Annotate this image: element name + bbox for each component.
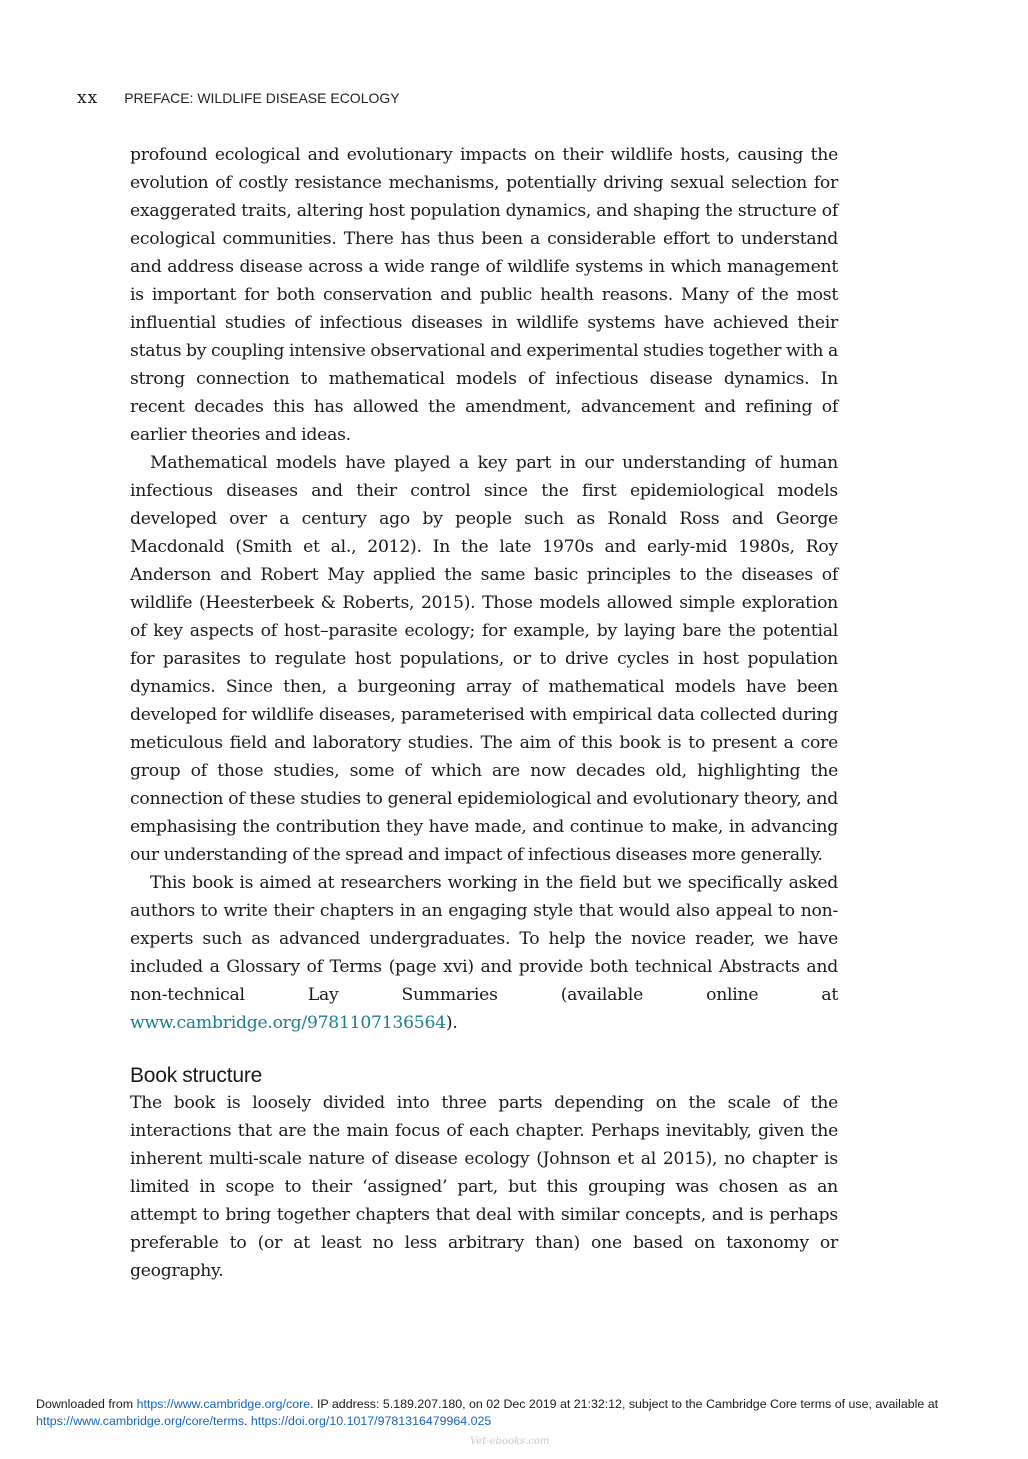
paragraph <box>130 869 838 1037</box>
running-title: PREFACE: WILDLIFE DISEASE ECOLOGY <box>124 90 400 106</box>
download-footer <box>36 1396 1006 1430</box>
footer-line <box>36 1396 1006 1413</box>
footer-text: . <box>243 1414 251 1428</box>
footer-text: . IP address: 5.189.207.180, on 02 Dec 2019 at 21:32:12, subject to the Cambridge Core terms of use, available at <box>310 1397 939 1411</box>
footer-line <box>36 1413 1006 1430</box>
watermark-logo: Vet-ebooks.com <box>470 1436 550 1447</box>
cambridge-core-link[interactable]: https://www.cambridge.org/core <box>136 1397 311 1411</box>
page-number: xx <box>77 88 99 108</box>
footer-text: Downloaded from <box>36 1397 137 1411</box>
paragraph: The book is loosely divided into three parts depending on the scale of the interactions that are the main focus of each chapter. Perhaps inevitably, given the inherent multi-scale nature of disease ecology (Johnson et al 2015), no chapter is limited in scope to their ‘assigned’ part, but this grouping was chosen as an attempt to bring together chapters that deal with similar concepts, and is perhaps preferable to (or at least no less arbitrary than) one based on taxonomy or geography. <box>130 1093 838 1281</box>
paragraph: Mathematical models have played a key part in our understanding of human infectious diseases and their control since the first epidemiological models developed over a century ago by people such as Ronald Ross and George Macdonald (Smith et al., 2012). In the late 1970s and early-mid 1980s, Roy Anderson and Robert May applied the same basic principles to the diseases of wildlife (Heesterbeek & Roberts, 2015). Those models allowed simple exploration of key aspects of host–parasite ecology; for example, by laying bare the potential for parasites to regulate host populations, or to drive cycles in host population dynamics. Since then, a burgeoning array of mathematical models have been developed for wildlife diseases, parameterised with empirical data collected during meticulous field and laboratory studies. The aim of this book is to present a core group of those studies, some of which are now decades old, highlighting the connection of these studies to general epidemiological and evolutionary theory, and emphasising the contribution they have made, and continue to make, in advancing our understanding of the spread and impact of infectious diseases more generally. <box>130 453 838 865</box>
paragraph-text: This book is aimed at researchers working in the field but we specifically asked authors to write their chapters in an engaging style that would also appeal to non-experts such as advanced undergraduates. To help the novice reader, we have included a Glossary of Terms (page xvi) and provide both technical Abstracts and non-technical Lay Summaries (available online at <box>130 873 838 1005</box>
paragraph: profound ecological and evolutionary impacts on their wildlife hosts, causing the evolution of costly resistance mechanisms, potentially driving sexual selection for exaggerated traits, altering host population dynamics, and shaping the structure of ecological communities. There has thus been a considerable effort to understand and address disease across a wide range of wildlife systems in which management is important for both conservation and public health reasons. Many of the most influential studies of infectious diseases in wildlife systems have achieved their status by coupling intensive observational and experimental studies together with a strong connection to mathematical models of infectious disease dynamics. In recent decades this has allowed the amendment, advancement and refining of earlier theories and ideas. <box>130 145 838 445</box>
doi-link[interactable]: https://doi.org/10.1017/9781316479964.025 <box>250 1414 492 1428</box>
section-heading: Book structure <box>130 1064 263 1087</box>
running-header <box>77 88 400 108</box>
main-text <box>130 141 838 1285</box>
paragraph-text: ). <box>445 1013 458 1033</box>
book-url-link[interactable]: www.cambridge.org/9781107136564 <box>130 1013 446 1033</box>
terms-link[interactable]: https://www.cambridge.org/core/terms <box>36 1414 244 1428</box>
